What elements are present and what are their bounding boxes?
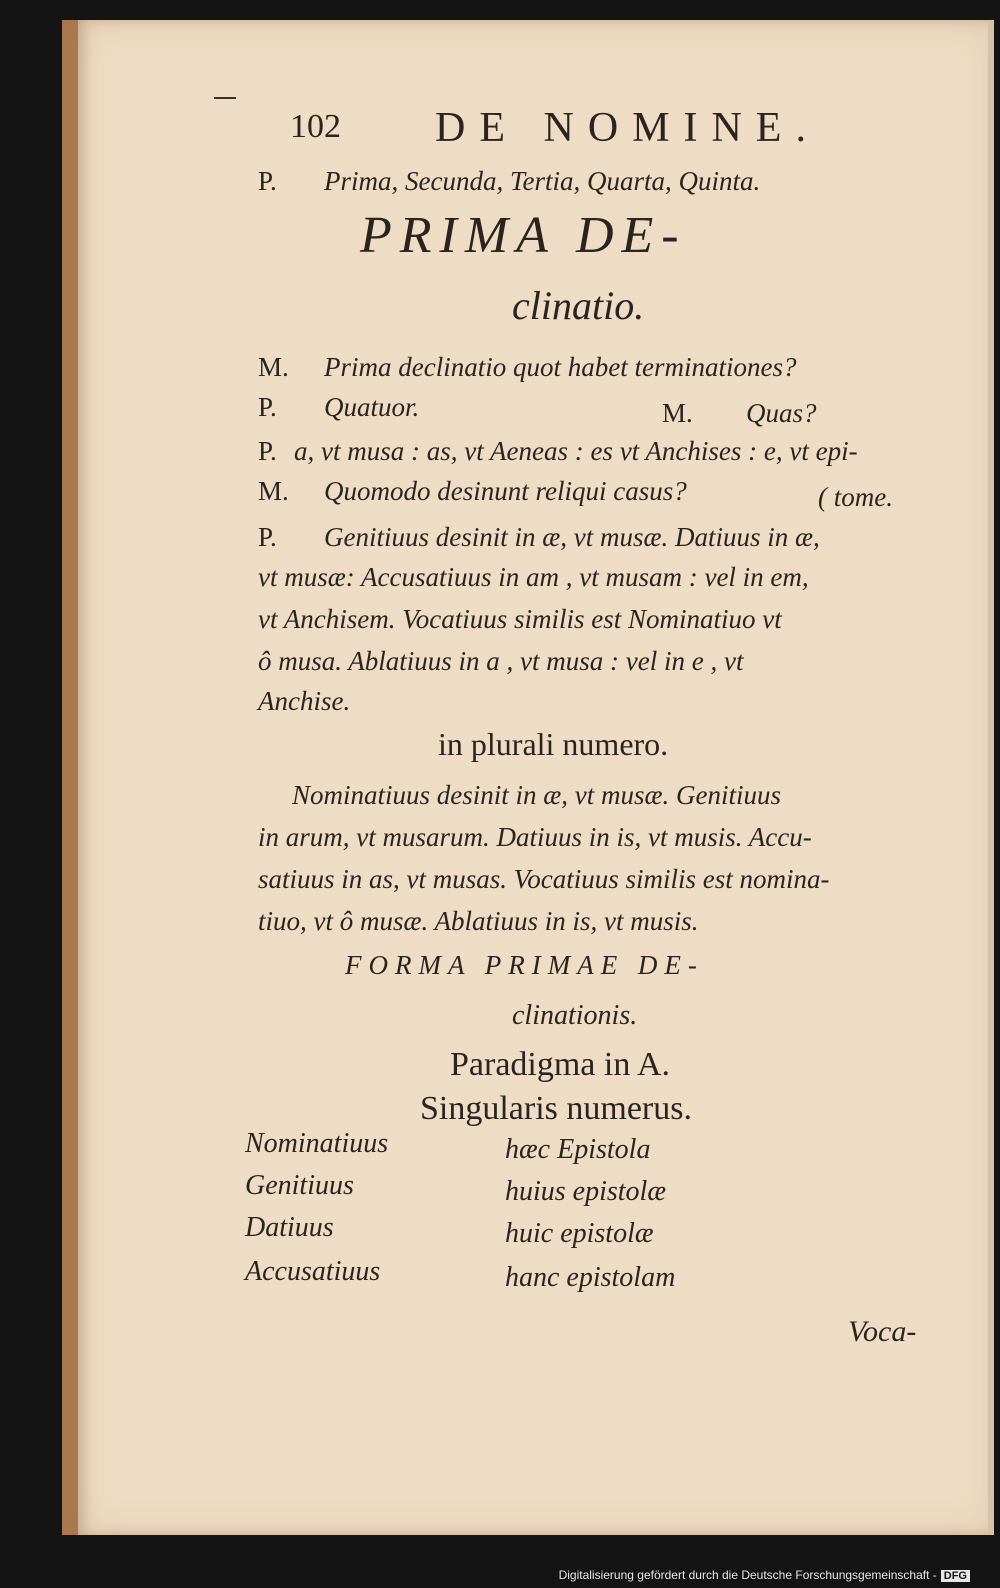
- dialogue-line: [258, 352, 796, 383]
- intro-text: Prima, Secunda, Tertia, Quarta, Quinta.: [324, 166, 761, 196]
- case-form: huius epistolæ: [505, 1176, 667, 1207]
- dialogue-aside: ( tome.: [818, 482, 893, 512]
- dialogue-line: [258, 476, 687, 507]
- dialogue-text: Quatuor.: [324, 392, 420, 422]
- dialogue-text: a, vt musa : as, vt Aeneas : es vt Anchises : e, vt epi-: [294, 436, 858, 466]
- speaker-label: P.: [258, 522, 277, 552]
- dialogue-text: Prima declinatio quot habet terminationes?: [324, 352, 797, 382]
- page-number: 102: [290, 108, 341, 145]
- case-label: Genitiuus: [245, 1170, 354, 1201]
- speaker-label: M.: [258, 352, 289, 382]
- case-form: hæc Epistola: [505, 1134, 651, 1165]
- dialogue-text: Quas?: [746, 398, 817, 428]
- speaker-label: P.: [258, 392, 277, 422]
- speaker-label: M.: [258, 476, 289, 506]
- dialogue-line: [258, 436, 858, 467]
- dialogue-line-right: [662, 398, 817, 429]
- section-title: PRIMA DE-: [360, 207, 687, 264]
- case-label: Datiuus: [245, 1212, 334, 1243]
- paragraph-line: vt musæ: Accusatiuus in am , vt musam : vel in em,: [258, 562, 809, 592]
- paragraph-line: ô musa. Ablatiuus in a , vt musa : vel in e , vt: [258, 646, 744, 676]
- speaker-label: P.: [258, 166, 277, 196]
- catchword: Voca-: [848, 1315, 917, 1348]
- intro-line: [258, 166, 760, 197]
- page-edge: [988, 20, 994, 1535]
- running-title: DE NOMINE.: [435, 105, 820, 151]
- margin-mark: [214, 97, 236, 99]
- paragraph-line: Anchise.: [258, 686, 351, 716]
- digitization-footer: [559, 1568, 970, 1582]
- paragraph-line: vt Anchisem. Vocatiuus similis est Nominatiuo vt: [258, 604, 782, 634]
- dialogue-text: Quomodo desinunt reliqui casus?: [324, 476, 687, 506]
- case-label: Accusatiuus: [245, 1256, 381, 1287]
- paragraph-line: in arum, vt musarum. Datiuus in is, vt musis. Accu-: [258, 822, 812, 852]
- case-form: huic epistolæ: [505, 1218, 654, 1249]
- dialogue-text: Genitiuus desinit in æ, vt musæ. Datiuus in æ,: [324, 522, 820, 552]
- footer-text: Digitalisierung gefördert durch die Deutsche Forschungsgemeinschaft -: [558, 1568, 937, 1582]
- plural-heading: in plurali numero.: [438, 726, 669, 762]
- paradigma-heading: Paradigma in A.: [450, 1046, 671, 1083]
- forma-subheading: clinationis.: [512, 1000, 638, 1031]
- dfg-logo-icon: DFG: [941, 1570, 970, 1582]
- dialogue-line: [258, 522, 820, 553]
- forma-heading: FORMA PRIMAE DE-: [345, 950, 704, 980]
- speaker-label: P.: [258, 436, 277, 466]
- paragraph-line: Nominatiuus desinit in æ, vt musæ. Genitiuus: [292, 780, 782, 810]
- case-form: hanc epistolam: [505, 1262, 676, 1293]
- section-subtitle: clinatio.: [512, 283, 645, 328]
- paragraph-line: satiuus in as, vt musas. Vocatiuus similis est nomina-: [258, 864, 830, 894]
- dialogue-line: [258, 392, 419, 423]
- speaker-label: M.: [662, 398, 693, 428]
- paragraph-line: tiuo, vt ô musæ. Ablatiuus in is, vt musis.: [258, 906, 699, 936]
- numerus-heading: Singularis numerus.: [420, 1090, 692, 1127]
- case-label: Nominatiuus: [245, 1128, 389, 1159]
